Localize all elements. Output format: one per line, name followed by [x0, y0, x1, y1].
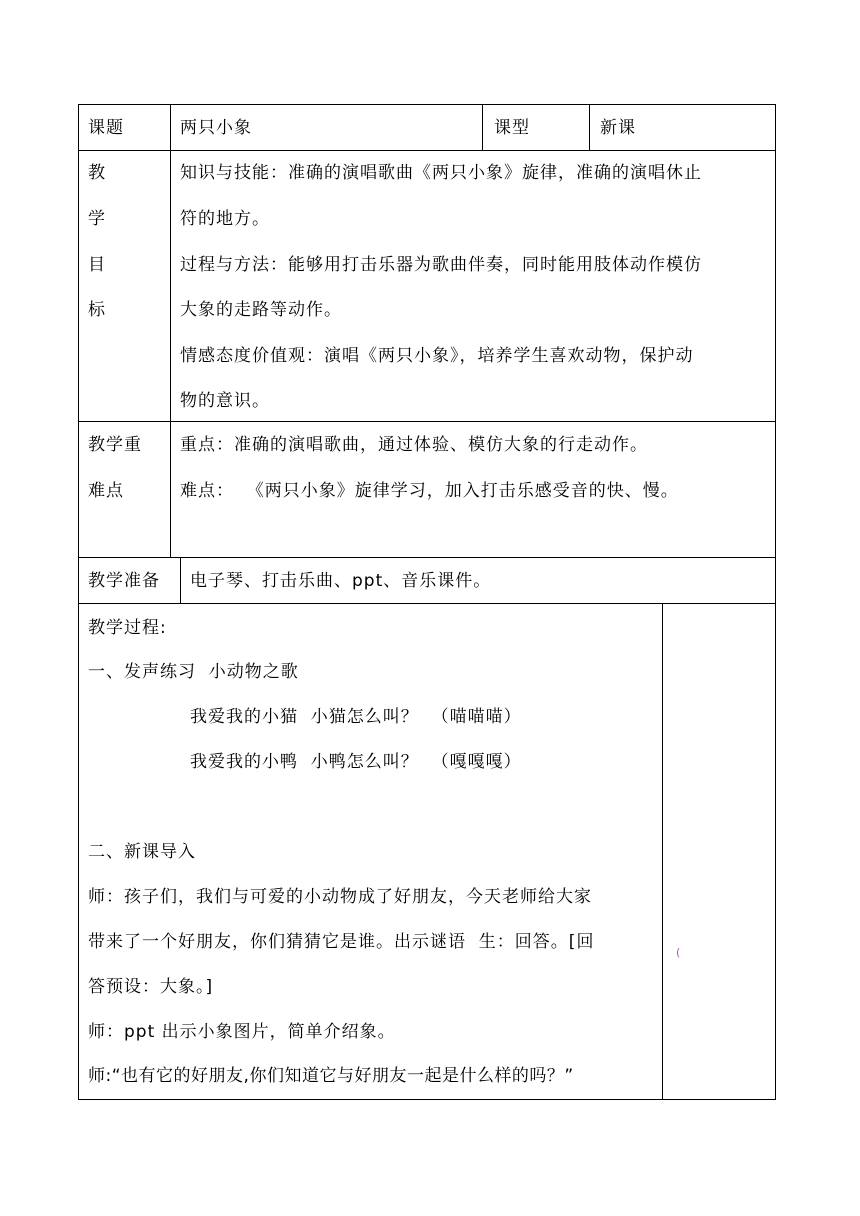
key-points-label: 教学重 — [88, 435, 142, 455]
margin-mark: ( — [676, 946, 681, 959]
row-divider — [78, 603, 776, 604]
preparation-label: 教学准备 — [88, 571, 160, 591]
goals-line: 符的地方。 — [180, 209, 270, 229]
col-divider — [482, 104, 483, 150]
process-heading: 教学过程: — [88, 618, 167, 638]
course-type-label: 课型 — [494, 118, 530, 138]
row-divider — [78, 557, 776, 558]
goals-label-char: 目 — [88, 255, 106, 275]
goals-label-char: 学 — [88, 209, 106, 229]
col-divider — [180, 557, 181, 603]
process-paragraph: 师：ppt 出示小象图片，简单介绍象。 — [88, 1022, 396, 1042]
key-point-line: 重点：准确的演唱歌曲，通过体验、模仿大象的行走动作。 — [180, 435, 648, 455]
goals-line: 情感态度价值观：演唱《两只小象》，培养学生喜欢动物，保护动 — [180, 346, 694, 366]
goals-label-char: 标 — [88, 300, 106, 320]
goals-line: 过程与方法：能够用打击乐器为歌曲伴奏，同时能用肢体动作模仿 — [180, 255, 702, 275]
process-paragraph: 师：孩子们，我们与可爱的小动物成了好朋友，今天老师给大家 — [88, 887, 592, 907]
goals-label-char: 教 — [88, 163, 106, 183]
song-line: 我爱我的小鸭 小鸭怎么叫？ （嘎嘎嘎） — [190, 752, 522, 772]
course-label: 课题 — [88, 118, 124, 138]
song-line: 我爱我的小猫 小猫怎么叫？ （喵喵喵） — [190, 707, 522, 727]
goals-line: 知识与技能：准确的演唱歌曲《两只小象》旋律，准确的演唱休止 — [180, 163, 702, 183]
section-title: 二、新课导入 — [88, 842, 196, 862]
row-divider — [78, 421, 776, 422]
col-divider — [662, 603, 663, 1100]
row-divider — [78, 150, 776, 151]
process-paragraph: 带来了一个好朋友，你们猜猜它是谁。出示谜语 生：回答。[回 — [88, 932, 595, 952]
process-paragraph: 师:“也有它的好朋友,你们知道它与好朋友一起是什么样的吗？” — [88, 1066, 574, 1086]
course-title: 两只小象 — [180, 118, 252, 138]
difficult-point-line: 难点： 《两只小象》旋律学习，加入打击乐感受音的快、慢。 — [180, 481, 679, 501]
process-paragraph: 答预设：大象。] — [88, 977, 214, 997]
preparation-value: 电子琴、打击乐曲、ppt、音乐课件。 — [190, 571, 492, 591]
col-divider — [170, 104, 171, 421]
goals-line: 大象的走路等动作。 — [180, 300, 342, 320]
course-type-value: 新课 — [600, 118, 636, 138]
section-title: 一、发声练习 小动物之歌 — [88, 662, 299, 682]
goals-line: 物的意识。 — [180, 391, 270, 411]
key-points-label: 难点 — [88, 481, 124, 501]
col-divider — [170, 421, 171, 557]
col-divider — [589, 104, 590, 150]
